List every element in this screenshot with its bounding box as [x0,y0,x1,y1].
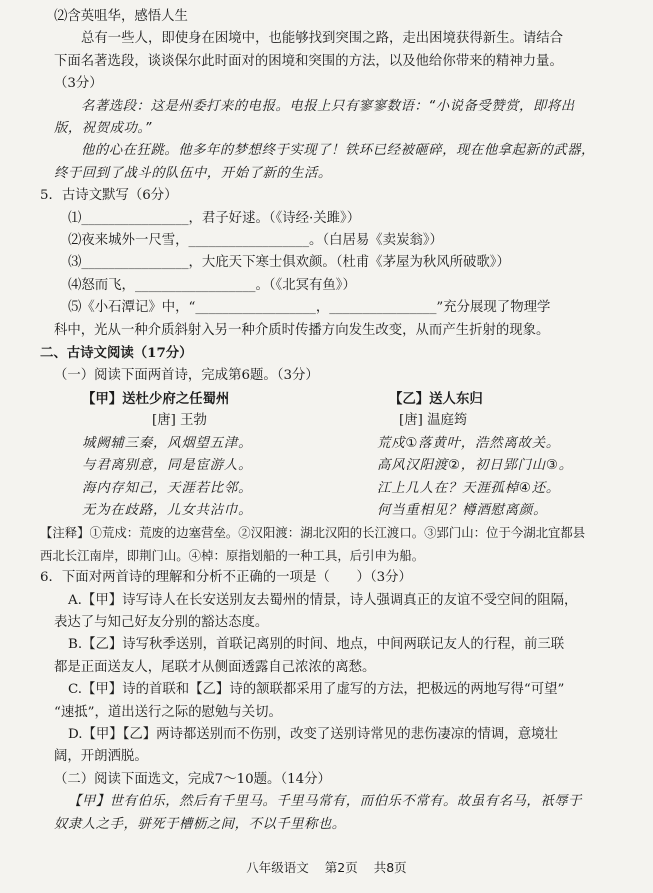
q4-2-excerpt-2: 版，祝贺成功。” [54,121,152,137]
q5-item-2: ⑵夜来城外一尺雪，__________________。（白居易《卖炭翁》） [68,233,443,249]
q4-2-prompt-1: 总有一些人，即使身在困境中，也能够找到突围之路，走出困境获得新生。请结合 [81,31,564,47]
poem-a-line: 无为在歧路，儿女共沾巾。 [82,502,253,518]
q6-option-c-2: “速抵”，道出送行之际的慰勉与关切。 [54,704,282,720]
footer-subject: 八年级语文 [246,860,309,875]
text-a-line-1: 【甲】世有伯乐，然后有千里马。千里马常有，而伯乐不常有。故虽有名马，祇辱于 [68,794,582,810]
q6-option-a-2: 表达了与知己好友分别的豁达态度。 [54,614,269,630]
notes-line-1: 【注释】①荒戍：荒废的边塞营垒。②汉阳渡：湖北汉阳的长江渡口。③郢门山：位于今湖北宜都县 [40,525,586,541]
poem-a-line: 与君离别意，同是宦游人。 [82,458,253,474]
q5-item-4: ⑷怒而飞，__________________。（《北冥有鱼》） [68,277,356,293]
poem-a-title: 【甲】送杜少府之任蜀州 [82,390,230,407]
poem-b-line: 何当重相见？樽酒慰离颜。 [377,502,548,518]
footer-page-number: 第2页 [324,860,358,875]
page-footer [0,858,653,876]
q4-2-prompt-2: 下面名著选段，谈谈保尔此时面对的困境和突围的方法，以及他给你带来的精神力量。 [54,53,563,69]
q4-2-excerpt-1: 名著选段：这是州委打来的电报。电报上只有寥寥数语：“小说备受赞赏，即将出 [81,98,575,114]
section-2-sub-2: （二）阅读下面选文，完成7～10题。（14分） [54,771,331,787]
poem-a-line: 海内存知己，天涯若比邻。 [82,480,253,496]
q6-question: 6．下面对两首诗的理解和分析不正确的一项是（ ）（3分） [40,570,412,586]
q4-2-score: （3分） [54,76,103,92]
text-a-line-2: 奴隶人之手，骈死于槽枥之间，不以千里称也。 [54,816,346,832]
poem-b-title: 【乙】送人东归 [389,390,483,407]
notes-line-2: 西北长江南岸，即荆门山。④棹：原指划船的一种工具，后引申为船。 [40,547,425,563]
q5-item-5-line-2: 科中，光从一种介质斜射入另一种介质时传播方向发生改变，从而产生折射的现象。 [54,322,550,338]
footer-total-pages: 共8页 [373,860,407,875]
section-2-heading: 二、古诗文阅读（17分） [40,345,193,362]
poems-block [54,388,617,522]
poem-a-author: [唐] 王勃 [152,413,207,429]
q5-heading: 5．古诗文默写（6分） [40,188,178,204]
q6-option-c-1: C.【甲】诗的首联和【乙】诗的颔联都采用了虚写的方法，把极远的两地写得“可望” [68,682,565,698]
poem-b-line: 荒戍①落黄叶，浩然离故关。 [377,435,561,451]
q4-2-heading: ⑵含英咀华，感悟人生 [54,9,188,24]
poem-a [82,388,332,522]
q5-item-1: ⑴________________，君子好逑。（《诗经·关雎》） [68,210,361,226]
q6-option-a-1: A.【甲】诗写诗人在长安送别友去蜀州的情景，诗人强调真正的友谊不受空间的阻隔， [68,592,578,608]
q6-option-d-2: 阔，开朗洒脱。 [54,749,148,765]
poem-b-author: [唐] 温庭筠 [399,413,468,429]
poem-b [349,388,599,522]
q4-2-excerpt-4: 终于回到了战斗的队伍中，开始了新的生活。 [54,165,332,181]
section-2-sub-1: （一）阅读下面两首诗，完成第6题。（3分） [54,367,319,383]
q6-option-b-1: B.【乙】诗写秋季送别，首联记离别的时间、地点，中间两联记友人的行程，前三联 [68,637,565,653]
poem-b-line: 高风汉阳渡②，初日郢门山③。 [377,458,573,474]
q6-option-b-2: 都是正面送友人，尾联才从侧面透露自己浓浓的离愁。 [54,659,376,675]
q6-option-d-1: D.【甲】【乙】两诗都送别而不伤别，改变了送别诗常见的悲伤凄凉的情调，意境壮 [68,727,558,742]
poem-a-line: 城阙辅三秦，风烟望五津。 [82,435,253,451]
poem-b-line: 江上几人在？天涯孤棹④还。 [377,480,561,496]
q5-item-3: ⑶________________，大庇天下寒士俱欢颜。（杜甫《茅屋为秋风所破歌》） [68,255,510,271]
q5-item-5-line-1: ⑸《小石潭记》中，“__________________，________________”充分展现了物理学 [68,300,551,316]
q4-2-excerpt-3: 他的心在狂跳。他多年的梦想终于实现了！铁环已经被砸碎，现在他拿起新的武器， [81,143,595,159]
